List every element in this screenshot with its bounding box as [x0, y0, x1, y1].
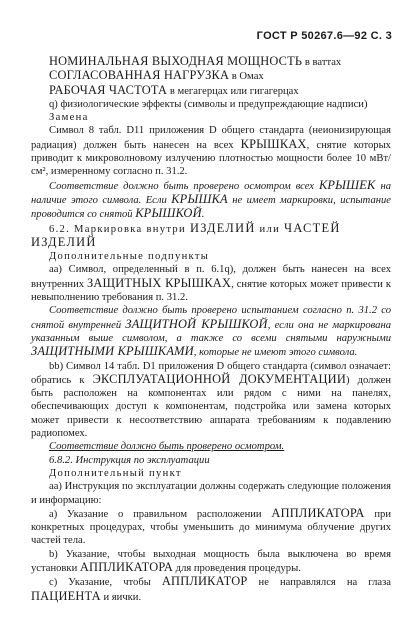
term-protective-cover: ЗАЩИТНОЙ КРЫШКОЙ [125, 316, 268, 331]
param-load-unit: в Омах [229, 71, 264, 83]
term-cover: КРЫШКА [171, 191, 228, 206]
document-body [31, 55, 391, 604]
text-run: аа) Символ, определенный в п. 6.1q), должен быть нанесен на всех внутренних [31, 264, 391, 290]
compliance-1 [31, 179, 391, 222]
term-applicator: АППЛИКАТОРА [271, 505, 365, 520]
term-patient: ПАЦИЕНТА [31, 588, 101, 603]
text-run: для проведения процедуры. [173, 562, 301, 574]
text-run: . [201, 209, 205, 221]
item-a [31, 507, 391, 548]
heading-additional-subitems: Дополнительные подпункты [49, 251, 210, 263]
term-documentation: ЭКСПЛУАТАЦИОННОЙ ДОКУМЕНТАЦИИ [92, 371, 346, 386]
param-power-unit: в ваттах [302, 57, 342, 68]
text-run: b) Указание, чтобы выходная мощность была выключена во время установки [31, 548, 391, 574]
compliance-2 [31, 304, 391, 359]
text-run: и яички. [100, 591, 142, 603]
param-power-label: НОМИНАЛЬНАЯ ВЫХОДНАЯ МОЩНОСТЬ [49, 54, 303, 68]
page-header: ГОСТ Р 50267.6—92 С. 3 [256, 30, 392, 42]
param-frequency-unit: в мегагерцах или гигагерцах [167, 85, 299, 97]
text-run: ) должен быть расположен на компонентах или рядом с ними на панелях, обеспечивающих доступ к компонентам, подстройка или замена которых может привести к несоответствию аппарата требованиям к подавлению радиопомех. [31, 374, 392, 440]
term-product-parts: ЧАСТЕЙ ИЗДЕЛИЙ [31, 220, 341, 249]
param-load-label: СОГЛАСОВАННАЯ НАГРУЗКА [49, 68, 230, 83]
text-run: Соответствие должно быть проверено осмотром всех [49, 180, 319, 192]
text-run: , снятие которых может привести к невыполнению требования п. 31.2. [31, 278, 391, 304]
text-run: a) Указание о правильном расположении [49, 508, 272, 520]
text-run: не имеет маркировки, испытание проводится со снятой [31, 194, 391, 221]
paragraph-symbol-8 [31, 124, 391, 178]
item-bb [31, 360, 391, 441]
param-line-load [31, 69, 391, 83]
section-6-2 [31, 222, 391, 251]
term-applicator: АППЛИКАТОР [161, 574, 248, 589]
text-run: c) Указание, чтобы [49, 577, 162, 589]
param-frequency-label: РАБОЧАЯ ЧАСТОТА [49, 82, 168, 97]
text-run: Символ 8 табл. D11 приложения D общего стандарта (неионизирующая радиация) должен быть нанесен на всех [31, 125, 391, 151]
term-cover: КРЫШКОЙ [135, 206, 202, 221]
heading-zamena: Замена [49, 112, 89, 124]
item-q: q) физиологические эффекты (символы и предупреждающие надписи) [49, 98, 368, 110]
text-run: , которые не имеют этого символа. [193, 347, 358, 359]
heading-additional-item: Дополнительный пункт [49, 467, 182, 479]
term-applicator: АППЛИКАТОРА [79, 559, 174, 574]
param-line-power [31, 55, 391, 69]
text-run: или [255, 223, 285, 235]
compliance-3: Соответствие должно быть проверено осмотром. [49, 441, 285, 453]
item-aa-2: аа) Инструкция по эксплуатации должны содержать следующие положения и информацию: [31, 481, 391, 506]
text-run: , если она не маркирована указанным выше символом, а также со всеми снятыми наружными [31, 319, 391, 344]
text-run: при конкретных процедурах, чтобы уменьшить до минимума облучение других частей тела. [31, 508, 391, 547]
term-protective-covers: ЗАЩИТНЫХ КРЫШКАХ [87, 275, 232, 290]
param-line-frequency [31, 84, 391, 98]
text-run: Соответствие должно быть проверено испытанием согласно п. 31.2 со снятой внутренней [31, 305, 391, 331]
text-run: , снятие которых приводит к микроволновому излучению плотностью мощности более 10 мВт/см², измеренному согласно п. 31.2. [31, 139, 391, 178]
item-aa-1 [31, 263, 391, 304]
term-covers: КРЫШКАХ [240, 136, 307, 151]
text-run: не направлялся на глаза [247, 577, 391, 589]
term-covers: КРЫШЕК [318, 177, 376, 192]
text-run: на наличие этого символа. Если [31, 180, 391, 206]
item-b [31, 548, 391, 576]
text-run: bb) Символ 14 табл. D1 приложения D общего стандарта (символ означает: обратись к [31, 360, 391, 386]
section-6-8-2: 6.8.2. Инструкция по эксплуатации [49, 454, 210, 466]
term-products: ИЗДЕЛИЙ [189, 220, 256, 235]
text-run: 6.2. Маркировка внутри [49, 223, 190, 235]
item-c [31, 575, 391, 604]
term-protective-covers: ЗАЩИТНЫМИ КРЫШКАМИ [31, 344, 194, 359]
